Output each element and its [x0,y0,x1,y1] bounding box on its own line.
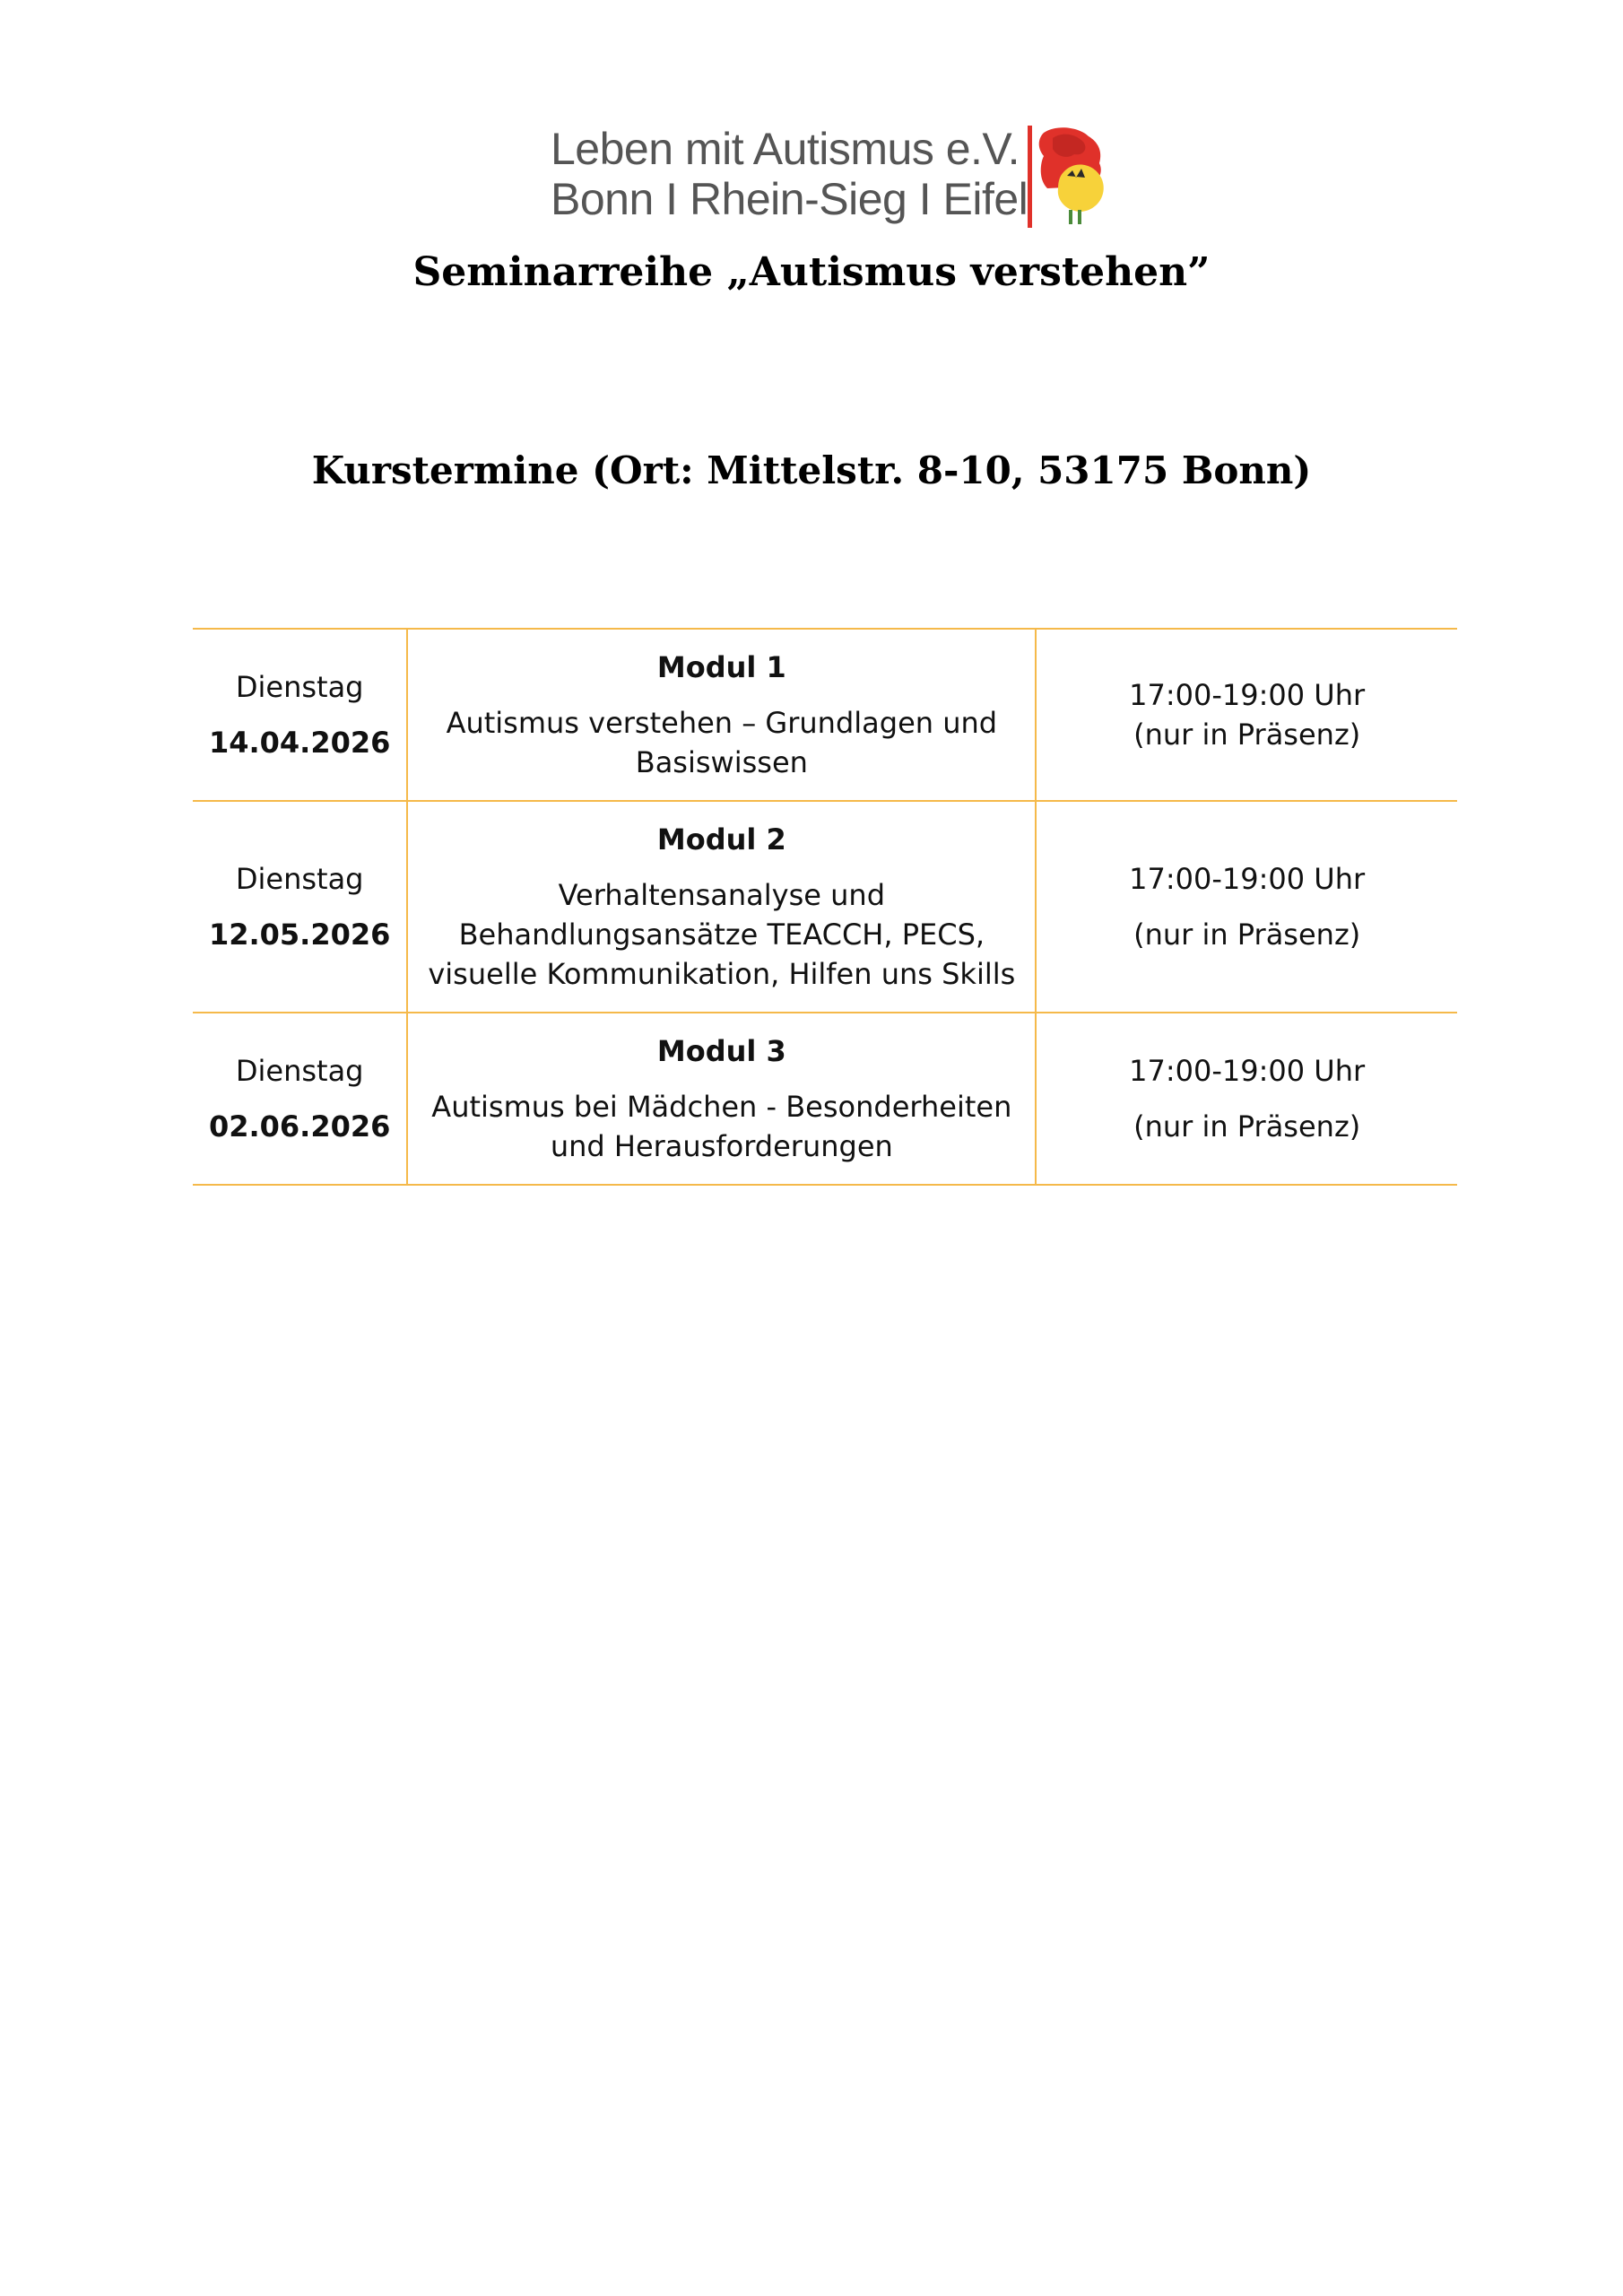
organization-logo [551,124,1124,231]
module-cell [407,629,1036,801]
module-description-line: Behandlungsansätze TEACCH, PECS, [458,918,985,952]
attendance-mode: (nur in Präsenz) [1133,1109,1361,1144]
series-title: Seminarreihe „Autismus verstehen” [412,249,1211,295]
tree-logo-icon [1017,124,1124,231]
attendance-mode: (nur in Präsenz) [1133,718,1361,752]
date: 12.05.2026 [208,918,391,952]
module-description-line: und Herausforderungen [550,1129,893,1163]
module-cell [407,801,1036,1013]
module-title: Modul 3 [656,1034,786,1068]
module-cell [407,1013,1036,1185]
module-title: Modul 2 [656,822,786,857]
time-cell [1036,1013,1457,1185]
time-cell [1036,629,1457,801]
course-schedule-table [193,628,1457,1186]
logo-line-2: Bonn I Rhein-Sieg I Eifel [551,174,1028,224]
time: 17:00-19:00 Uhr [1129,1054,1366,1088]
time-cell [1036,801,1457,1013]
module-description-line: visuelle Kommunikation, Hilfen uns Skills [428,957,1016,991]
time: 17:00-19:00 Uhr [1129,862,1366,896]
course-dates-heading: Kurstermine (Ort: Mittelstr. 8-10, 53175 Bonn) [311,448,1312,492]
logo-text [551,124,1028,224]
weekday: Dienstag [235,862,364,896]
table-row [193,629,1457,801]
module-description-line: Autismus bei Mädchen - Besonderheiten [431,1090,1012,1124]
module-description-line: Verhaltensanalyse und [558,878,886,912]
module-description-line: Autismus verstehen – Grundlagen und [446,706,998,740]
attendance-mode: (nur in Präsenz) [1133,918,1361,952]
time: 17:00-19:00 Uhr [1129,678,1366,712]
date-cell [193,801,407,1013]
date-cell [193,1013,407,1185]
module-description-line: Basiswissen [635,745,808,779]
table-row [193,801,1457,1013]
table-row [193,1013,1457,1185]
weekday: Dienstag [235,670,364,704]
date: 14.04.2026 [208,726,391,760]
weekday: Dienstag [235,1054,364,1088]
module-title: Modul 1 [656,650,786,684]
date: 02.06.2026 [208,1109,391,1144]
date-cell [193,629,407,801]
logo-line-1: Leben mit Autismus e.V. [551,124,1020,174]
